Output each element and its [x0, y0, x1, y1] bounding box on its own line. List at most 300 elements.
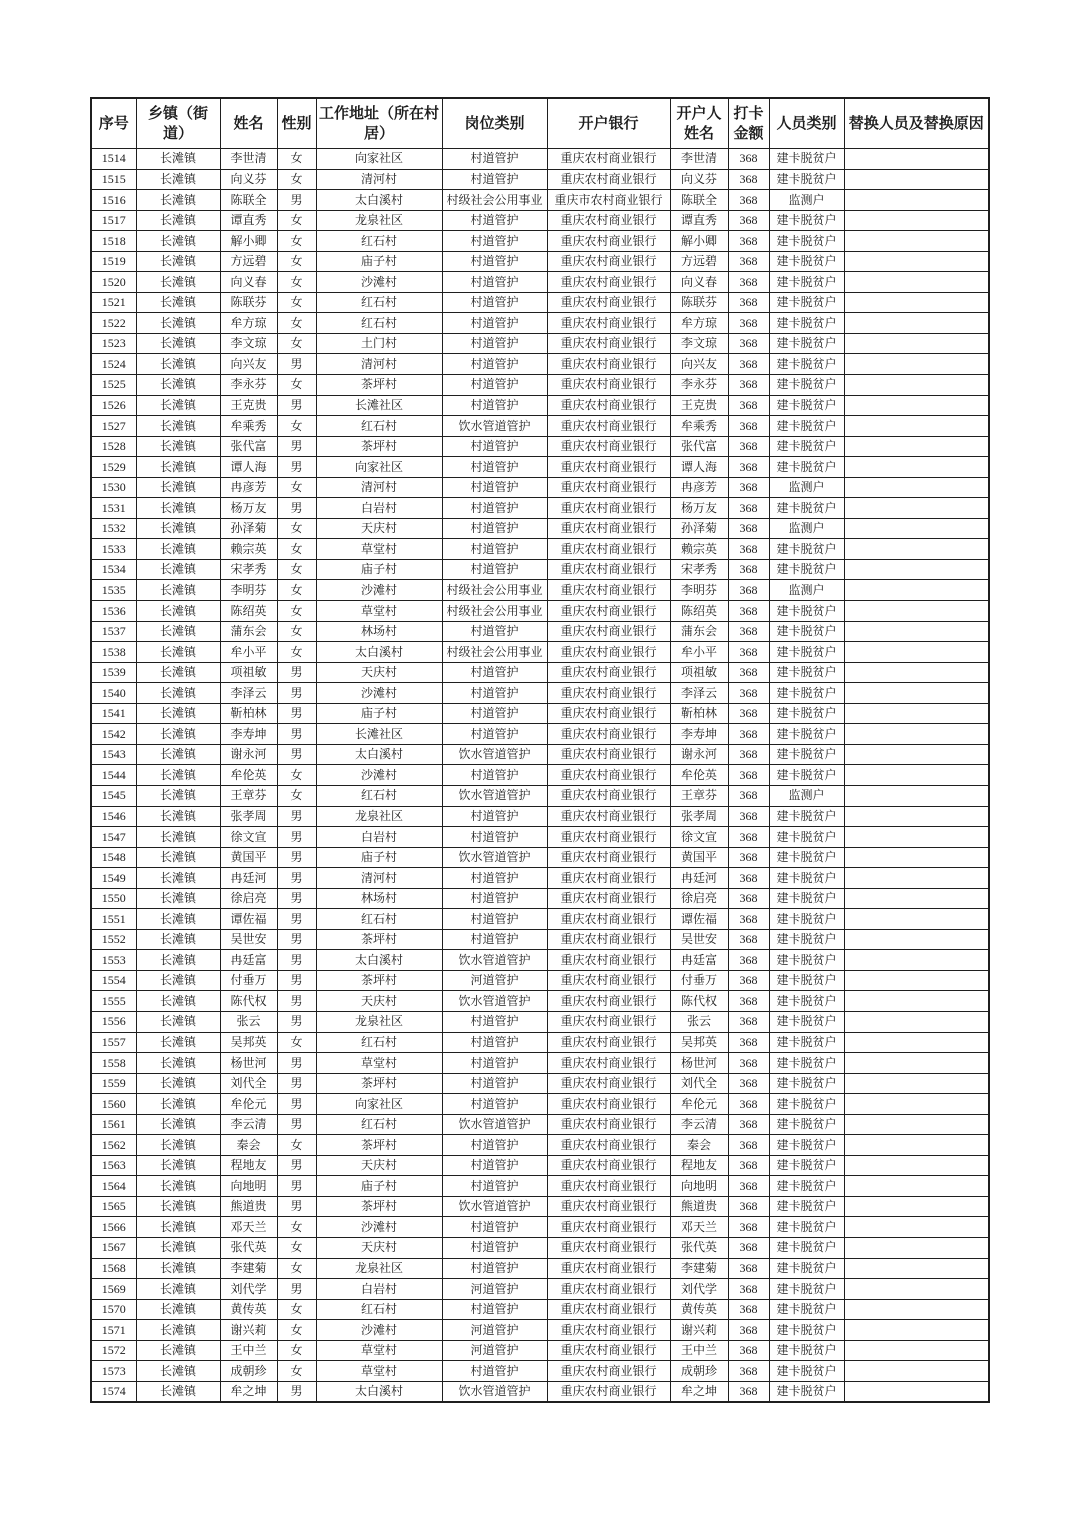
- cell-township: 长滩镇: [136, 375, 220, 396]
- cell-seq: 1551: [91, 909, 136, 930]
- table-row: [91, 457, 989, 478]
- cell-account-holder: 李明芬: [670, 580, 728, 601]
- cell-amount: 368: [728, 416, 769, 437]
- cell-township: 长滩镇: [136, 662, 220, 683]
- cell-replacement-reason: [844, 950, 989, 971]
- cell-replacement-reason: [844, 1299, 989, 1320]
- table-row: [91, 1258, 989, 1279]
- cell-village: 龙泉社区: [316, 1258, 442, 1279]
- cell-post-type: 村道管护: [442, 1258, 547, 1279]
- cell-name: 向兴友: [220, 354, 277, 375]
- table-row: [91, 1032, 989, 1053]
- table-row: [91, 642, 989, 663]
- table-row: [91, 724, 989, 745]
- cell-name: 牟小平: [220, 642, 277, 663]
- cell-bank: 重庆农村商业银行: [547, 847, 670, 868]
- cell-amount: 368: [728, 210, 769, 231]
- cell-seq: 1571: [91, 1320, 136, 1341]
- table-row: [91, 1279, 989, 1300]
- cell-township: 长滩镇: [136, 210, 220, 231]
- table-row: [91, 909, 989, 930]
- cell-village: 沙滩村: [316, 272, 442, 293]
- cell-township: 长滩镇: [136, 1114, 220, 1135]
- cell-account-holder: 成朝珍: [670, 1361, 728, 1382]
- cell-township: 长滩镇: [136, 1279, 220, 1300]
- cell-account-holder: 刘代全: [670, 1073, 728, 1094]
- cell-replacement-reason: [844, 642, 989, 663]
- table-row: [91, 539, 989, 560]
- cell-seq: 1517: [91, 210, 136, 231]
- cell-seq: 1538: [91, 642, 136, 663]
- cell-person-category: 建卡脱贫户: [769, 929, 844, 950]
- cell-person-category: 建卡脱贫户: [769, 1340, 844, 1361]
- cell-gender: 男: [277, 395, 316, 416]
- cell-name: 吴世安: [220, 929, 277, 950]
- table-row: [91, 395, 989, 416]
- cell-seq: 1558: [91, 1053, 136, 1074]
- cell-seq: 1574: [91, 1381, 136, 1402]
- column-header-account-holder: 开户人姓名: [670, 98, 728, 149]
- cell-person-category: 建卡脱贫户: [769, 1032, 844, 1053]
- cell-village: 白岩村: [316, 827, 442, 848]
- cell-replacement-reason: [844, 1237, 989, 1258]
- table-row: [91, 477, 989, 498]
- cell-township: 长滩镇: [136, 909, 220, 930]
- cell-village: 太白溪村: [316, 1381, 442, 1402]
- cell-township: 长滩镇: [136, 868, 220, 889]
- cell-township: 长滩镇: [136, 1135, 220, 1156]
- cell-account-holder: 王章芬: [670, 785, 728, 806]
- cell-bank: 重庆农村商业银行: [547, 313, 670, 334]
- cell-post-type: 饮水管道管护: [442, 1114, 547, 1135]
- table-row: [91, 662, 989, 683]
- cell-account-holder: 牟之坤: [670, 1381, 728, 1402]
- cell-amount: 368: [728, 1032, 769, 1053]
- table-row: [91, 1011, 989, 1032]
- cell-bank: 重庆农村商业银行: [547, 210, 670, 231]
- cell-person-category: 建卡脱贫户: [769, 231, 844, 252]
- cell-village: 草堂村: [316, 1340, 442, 1361]
- cell-amount: 368: [728, 1217, 769, 1238]
- cell-person-category: 建卡脱贫户: [769, 868, 844, 889]
- cell-bank: 重庆农村商业银行: [547, 991, 670, 1012]
- cell-person-category: 监测户: [769, 190, 844, 211]
- cell-township: 长滩镇: [136, 1381, 220, 1402]
- cell-amount: 368: [728, 149, 769, 170]
- cell-bank: 重庆农村商业银行: [547, 868, 670, 889]
- cell-name: 徐文宣: [220, 827, 277, 848]
- table-row: [91, 251, 989, 272]
- cell-post-type: 饮水管道管护: [442, 785, 547, 806]
- cell-bank: 重庆农村商业银行: [547, 703, 670, 724]
- cell-post-type: 村道管护: [442, 703, 547, 724]
- table-row: [91, 559, 989, 580]
- cell-gender: 女: [277, 765, 316, 786]
- cell-gender: 男: [277, 724, 316, 745]
- cell-village: 天庆村: [316, 662, 442, 683]
- cell-seq: 1534: [91, 559, 136, 580]
- cell-village: 草堂村: [316, 1361, 442, 1382]
- cell-replacement-reason: [844, 210, 989, 231]
- cell-gender: 男: [277, 888, 316, 909]
- cell-replacement-reason: [844, 559, 989, 580]
- cell-amount: 368: [728, 847, 769, 868]
- table-row: [91, 498, 989, 519]
- cell-township: 长滩镇: [136, 580, 220, 601]
- cell-amount: 368: [728, 662, 769, 683]
- cell-replacement-reason: [844, 785, 989, 806]
- cell-replacement-reason: [844, 806, 989, 827]
- cell-township: 长滩镇: [136, 1011, 220, 1032]
- cell-amount: 368: [728, 868, 769, 889]
- cell-account-holder: 项祖敏: [670, 662, 728, 683]
- cell-gender: 女: [277, 1340, 316, 1361]
- cell-gender: 女: [277, 1320, 316, 1341]
- cell-name: 杨世河: [220, 1053, 277, 1074]
- cell-seq: 1555: [91, 991, 136, 1012]
- cell-person-category: 建卡脱贫户: [769, 1258, 844, 1279]
- cell-bank: 重庆农村商业银行: [547, 1011, 670, 1032]
- cell-account-holder: 张代富: [670, 436, 728, 457]
- cell-township: 长滩镇: [136, 539, 220, 560]
- cell-amount: 368: [728, 744, 769, 765]
- table-row: [91, 1073, 989, 1094]
- cell-account-holder: 牟伦元: [670, 1094, 728, 1115]
- cell-replacement-reason: [844, 580, 989, 601]
- cell-account-holder: 刘代学: [670, 1279, 728, 1300]
- cell-township: 长滩镇: [136, 1196, 220, 1217]
- cell-post-type: 村道管护: [442, 1217, 547, 1238]
- cell-name: 张代富: [220, 436, 277, 457]
- cell-seq: 1514: [91, 149, 136, 170]
- cell-account-holder: 解小卿: [670, 231, 728, 252]
- cell-village: 向家社区: [316, 1094, 442, 1115]
- cell-amount: 368: [728, 1279, 769, 1300]
- cell-post-type: 村道管护: [442, 333, 547, 354]
- cell-name: 项祖敏: [220, 662, 277, 683]
- cell-seq: 1525: [91, 375, 136, 396]
- cell-village: 天庆村: [316, 1155, 442, 1176]
- cell-replacement-reason: [844, 313, 989, 334]
- cell-post-type: 村级社会公用事业: [442, 642, 547, 663]
- cell-replacement-reason: [844, 1073, 989, 1094]
- table-row: [91, 1320, 989, 1341]
- cell-name: 成朝珍: [220, 1361, 277, 1382]
- cell-name: 谢兴莉: [220, 1320, 277, 1341]
- cell-amount: 368: [728, 395, 769, 416]
- cell-post-type: 村道管护: [442, 498, 547, 519]
- cell-replacement-reason: [844, 827, 989, 848]
- cell-seq: 1523: [91, 333, 136, 354]
- cell-post-type: 村道管护: [442, 765, 547, 786]
- cell-post-type: 村道管护: [442, 251, 547, 272]
- cell-replacement-reason: [844, 703, 989, 724]
- cell-township: 长滩镇: [136, 1340, 220, 1361]
- cell-account-holder: 谭直秀: [670, 210, 728, 231]
- cell-seq: 1529: [91, 457, 136, 478]
- cell-gender: 男: [277, 1094, 316, 1115]
- cell-seq: 1540: [91, 683, 136, 704]
- cell-bank: 重庆农村商业银行: [547, 642, 670, 663]
- cell-name: 吴邦英: [220, 1032, 277, 1053]
- cell-name: 牟伦元: [220, 1094, 277, 1115]
- cell-replacement-reason: [844, 1032, 989, 1053]
- cell-name: 向义春: [220, 272, 277, 293]
- cell-gender: 女: [277, 1299, 316, 1320]
- column-header-person-category: 人员类别: [769, 98, 844, 149]
- table-row: [91, 950, 989, 971]
- cell-gender: 女: [277, 1258, 316, 1279]
- cell-amount: 368: [728, 313, 769, 334]
- table-row: [91, 1381, 989, 1402]
- cell-account-holder: 徐启亮: [670, 888, 728, 909]
- cell-seq: 1526: [91, 395, 136, 416]
- cell-name: 解小卿: [220, 231, 277, 252]
- cell-replacement-reason: [844, 929, 989, 950]
- cell-account-holder: 黄国平: [670, 847, 728, 868]
- cell-post-type: 村道管护: [442, 354, 547, 375]
- cell-gender: 女: [277, 601, 316, 622]
- cell-bank: 重庆农村商业银行: [547, 231, 670, 252]
- cell-person-category: 建卡脱贫户: [769, 292, 844, 313]
- cell-gender: 男: [277, 744, 316, 765]
- cell-seq: 1560: [91, 1094, 136, 1115]
- cell-name: 黄国平: [220, 847, 277, 868]
- cell-township: 长滩镇: [136, 251, 220, 272]
- table-row: [91, 375, 989, 396]
- cell-post-type: 村道管护: [442, 1361, 547, 1382]
- personnel-roster-table: [90, 97, 990, 1403]
- cell-replacement-reason: [844, 1258, 989, 1279]
- cell-account-holder: 冉彦芳: [670, 477, 728, 498]
- cell-post-type: 村级社会公用事业: [442, 190, 547, 211]
- cell-seq: 1545: [91, 785, 136, 806]
- cell-village: 茶坪村: [316, 375, 442, 396]
- cell-gender: 男: [277, 1155, 316, 1176]
- cell-bank: 重庆市农村商业银行: [547, 190, 670, 211]
- cell-bank: 重庆农村商业银行: [547, 1217, 670, 1238]
- cell-bank: 重庆农村商业银行: [547, 909, 670, 930]
- cell-seq: 1548: [91, 847, 136, 868]
- cell-township: 长滩镇: [136, 1237, 220, 1258]
- cell-gender: 男: [277, 806, 316, 827]
- cell-account-holder: 李泽云: [670, 683, 728, 704]
- cell-gender: 男: [277, 868, 316, 889]
- cell-replacement-reason: [844, 724, 989, 745]
- cell-township: 长滩镇: [136, 457, 220, 478]
- cell-post-type: 村道管护: [442, 477, 547, 498]
- cell-post-type: 村道管护: [442, 1176, 547, 1197]
- cell-post-type: 河道管护: [442, 1320, 547, 1341]
- cell-person-category: 建卡脱贫户: [769, 395, 844, 416]
- cell-township: 长滩镇: [136, 292, 220, 313]
- cell-person-category: 建卡脱贫户: [769, 498, 844, 519]
- cell-village: 清河村: [316, 169, 442, 190]
- cell-bank: 重庆农村商业银行: [547, 1176, 670, 1197]
- table-row: [91, 1299, 989, 1320]
- cell-account-holder: 吴世安: [670, 929, 728, 950]
- cell-village: 清河村: [316, 354, 442, 375]
- cell-seq: 1559: [91, 1073, 136, 1094]
- cell-post-type: 村道管护: [442, 436, 547, 457]
- cell-amount: 368: [728, 498, 769, 519]
- cell-person-category: 建卡脱贫户: [769, 1176, 844, 1197]
- cell-village: 沙滩村: [316, 1217, 442, 1238]
- cell-name: 谭佐福: [220, 909, 277, 930]
- cell-bank: 重庆农村商业银行: [547, 354, 670, 375]
- cell-name: 牟方琼: [220, 313, 277, 334]
- table-row: [91, 806, 989, 827]
- cell-replacement-reason: [844, 970, 989, 991]
- cell-account-holder: 牟乘秀: [670, 416, 728, 437]
- cell-amount: 368: [728, 375, 769, 396]
- cell-gender: 男: [277, 1011, 316, 1032]
- cell-township: 长滩镇: [136, 1073, 220, 1094]
- cell-gender: 女: [277, 785, 316, 806]
- cell-amount: 368: [728, 601, 769, 622]
- cell-name: 付垂万: [220, 970, 277, 991]
- cell-township: 长滩镇: [136, 190, 220, 211]
- cell-name: 孙泽菊: [220, 518, 277, 539]
- cell-person-category: 建卡脱贫户: [769, 970, 844, 991]
- cell-bank: 重庆农村商业银行: [547, 1094, 670, 1115]
- cell-name: 熊道贵: [220, 1196, 277, 1217]
- cell-village: 茶坪村: [316, 970, 442, 991]
- cell-person-category: 建卡脱贫户: [769, 1381, 844, 1402]
- cell-post-type: 河道管护: [442, 1279, 547, 1300]
- cell-person-category: 建卡脱贫户: [769, 1320, 844, 1341]
- cell-replacement-reason: [844, 169, 989, 190]
- cell-amount: 368: [728, 457, 769, 478]
- cell-account-holder: 杨世河: [670, 1053, 728, 1074]
- cell-name: 谭直秀: [220, 210, 277, 231]
- cell-post-type: 村级社会公用事业: [442, 601, 547, 622]
- cell-gender: 男: [277, 498, 316, 519]
- cell-bank: 重庆农村商业银行: [547, 1340, 670, 1361]
- cell-village: 太白溪村: [316, 190, 442, 211]
- cell-post-type: 村道管护: [442, 1053, 547, 1074]
- cell-bank: 重庆农村商业银行: [547, 888, 670, 909]
- table-body: [91, 149, 989, 1403]
- cell-post-type: 村道管护: [442, 292, 547, 313]
- cell-gender: 女: [277, 313, 316, 334]
- cell-post-type: 村道管护: [442, 559, 547, 580]
- cell-village: 龙泉社区: [316, 1011, 442, 1032]
- cell-person-category: 建卡脱贫户: [769, 416, 844, 437]
- cell-township: 长滩镇: [136, 149, 220, 170]
- cell-replacement-reason: [844, 498, 989, 519]
- cell-seq: 1562: [91, 1135, 136, 1156]
- table-row: [91, 1135, 989, 1156]
- cell-village: 长滩社区: [316, 395, 442, 416]
- cell-gender: 男: [277, 1176, 316, 1197]
- cell-amount: 368: [728, 251, 769, 272]
- cell-gender: 女: [277, 272, 316, 293]
- cell-account-holder: 向义芬: [670, 169, 728, 190]
- cell-village: 红石村: [316, 313, 442, 334]
- cell-seq: 1532: [91, 518, 136, 539]
- cell-seq: 1556: [91, 1011, 136, 1032]
- cell-bank: 重庆农村商业银行: [547, 662, 670, 683]
- cell-village: 庙子村: [316, 251, 442, 272]
- cell-account-holder: 吴邦英: [670, 1032, 728, 1053]
- cell-bank: 重庆农村商业银行: [547, 559, 670, 580]
- table-row: [91, 272, 989, 293]
- cell-person-category: 建卡脱贫户: [769, 1011, 844, 1032]
- cell-post-type: 村道管护: [442, 272, 547, 293]
- cell-amount: 368: [728, 477, 769, 498]
- cell-post-type: 村道管护: [442, 149, 547, 170]
- cell-name: 向义芬: [220, 169, 277, 190]
- cell-account-holder: 向兴友: [670, 354, 728, 375]
- cell-name: 靳柏林: [220, 703, 277, 724]
- table-row: [91, 601, 989, 622]
- cell-replacement-reason: [844, 847, 989, 868]
- cell-village: 庙子村: [316, 559, 442, 580]
- cell-account-holder: 秦会: [670, 1135, 728, 1156]
- cell-amount: 368: [728, 1073, 769, 1094]
- cell-village: 茶坪村: [316, 1073, 442, 1094]
- cell-person-category: 建卡脱贫户: [769, 559, 844, 580]
- cell-bank: 重庆农村商业银行: [547, 1155, 670, 1176]
- column-header-amount: 打卡金额: [728, 98, 769, 149]
- cell-township: 长滩镇: [136, 272, 220, 293]
- cell-person-category: 建卡脱贫户: [769, 1155, 844, 1176]
- cell-gender: 女: [277, 518, 316, 539]
- cell-seq: 1519: [91, 251, 136, 272]
- table-row: [91, 827, 989, 848]
- cell-person-category: 建卡脱贫户: [769, 683, 844, 704]
- cell-bank: 重庆农村商业银行: [547, 1237, 670, 1258]
- cell-replacement-reason: [844, 1381, 989, 1402]
- table-row: [91, 1361, 989, 1382]
- cell-post-type: 村道管护: [442, 621, 547, 642]
- cell-name: 黄传英: [220, 1299, 277, 1320]
- cell-person-category: 建卡脱贫户: [769, 1299, 844, 1320]
- cell-village: 红石村: [316, 785, 442, 806]
- cell-bank: 重庆农村商业银行: [547, 744, 670, 765]
- cell-person-category: 建卡脱贫户: [769, 1094, 844, 1115]
- table-row: [91, 785, 989, 806]
- cell-account-holder: 张代英: [670, 1237, 728, 1258]
- table-row: [91, 436, 989, 457]
- cell-person-category: 建卡脱贫户: [769, 806, 844, 827]
- cell-seq: 1546: [91, 806, 136, 827]
- cell-village: 龙泉社区: [316, 210, 442, 231]
- cell-gender: 男: [277, 1279, 316, 1300]
- cell-post-type: 村级社会公用事业: [442, 580, 547, 601]
- cell-bank: 重庆农村商业银行: [547, 1361, 670, 1382]
- table-row: [91, 1196, 989, 1217]
- cell-name: 王中兰: [220, 1340, 277, 1361]
- table-row: [91, 683, 989, 704]
- cell-post-type: 村道管护: [442, 929, 547, 950]
- cell-person-category: 建卡脱贫户: [769, 601, 844, 622]
- cell-seq: 1537: [91, 621, 136, 642]
- cell-post-type: 饮水管道管护: [442, 991, 547, 1012]
- cell-village: 草堂村: [316, 1053, 442, 1074]
- cell-township: 长滩镇: [136, 642, 220, 663]
- cell-seq: 1541: [91, 703, 136, 724]
- cell-gender: 男: [277, 703, 316, 724]
- cell-person-category: 建卡脱贫户: [769, 436, 844, 457]
- cell-gender: 男: [277, 950, 316, 971]
- cell-name: 张代英: [220, 1237, 277, 1258]
- cell-township: 长滩镇: [136, 929, 220, 950]
- cell-account-holder: 陈代权: [670, 991, 728, 1012]
- cell-township: 长滩镇: [136, 1258, 220, 1279]
- cell-person-category: 建卡脱贫户: [769, 703, 844, 724]
